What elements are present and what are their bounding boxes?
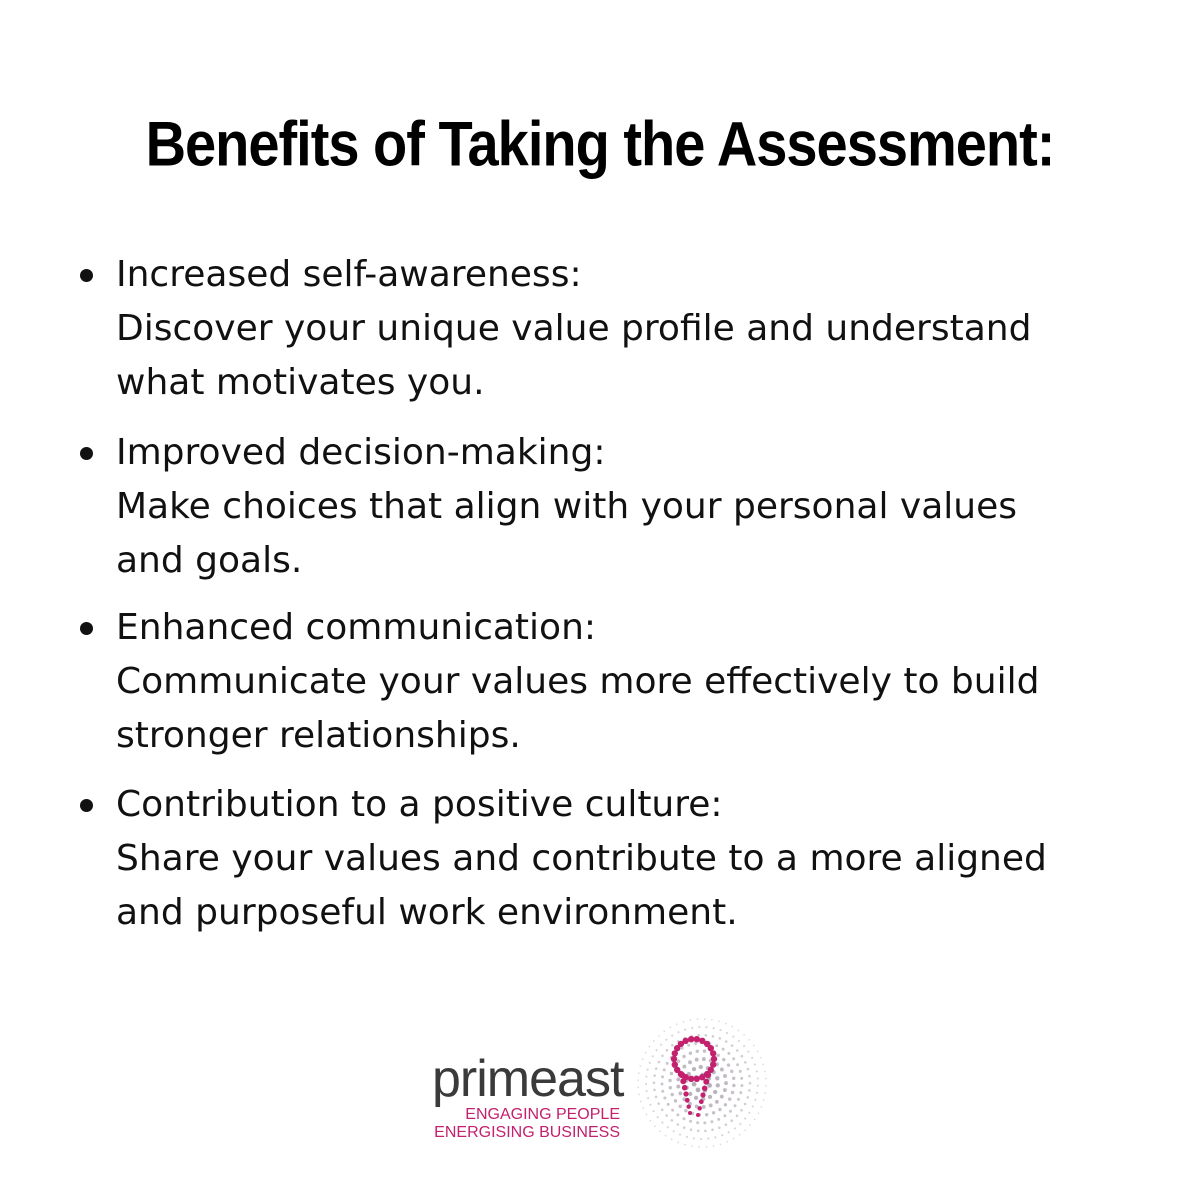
logo-dot	[712, 1035, 715, 1038]
logo-dot	[689, 1120, 692, 1123]
logo-dot	[646, 1090, 648, 1092]
logo-dot	[681, 1047, 684, 1050]
logo-dot	[695, 1058, 699, 1062]
logo-dot	[761, 1106, 763, 1108]
logo-pin-dot	[685, 1098, 690, 1103]
logo-dot	[691, 1145, 693, 1147]
logo-dot	[677, 1123, 680, 1126]
logo-dot	[637, 1087, 639, 1089]
bullet-icon	[80, 622, 93, 635]
logo-dot	[654, 1125, 656, 1127]
bullet-icon	[80, 799, 93, 812]
benefit-description: Communicate your values more effectively to build	[116, 661, 1040, 702]
logo-dot	[719, 1037, 722, 1040]
logo-dot	[713, 1027, 715, 1029]
logo-pin-dot	[702, 1086, 708, 1092]
bullet-icon	[80, 269, 93, 282]
logo-dot	[712, 1111, 715, 1114]
logo-dot	[743, 1045, 745, 1047]
logo-dot	[652, 1055, 654, 1057]
logo-dot	[668, 1079, 671, 1082]
logo-dot	[661, 1109, 664, 1112]
logo-dot	[731, 1044, 734, 1047]
logo-dot	[666, 1049, 669, 1052]
logo-dot	[732, 1077, 735, 1080]
logo-dot	[715, 1044, 718, 1047]
logo-dot	[764, 1092, 766, 1094]
logo-dot	[702, 1105, 706, 1109]
logo-dot	[639, 1065, 641, 1067]
logo-tagline: ENERGISING BUSINESS	[434, 1124, 620, 1141]
logo-dot	[686, 1136, 688, 1138]
logo-dot	[645, 1052, 647, 1054]
logo-dot	[649, 1120, 651, 1122]
logo-dot	[682, 1055, 685, 1058]
logo-dot	[710, 1120, 713, 1123]
logo-dot	[676, 1085, 680, 1089]
logo-dot	[726, 1141, 728, 1143]
benefit-heading: Improved decision-making:	[116, 432, 606, 473]
logo-dot	[661, 1055, 664, 1058]
logo-dot	[749, 1124, 751, 1126]
logo-dot	[730, 1070, 733, 1073]
logo-dot	[757, 1051, 759, 1053]
logo-dot	[709, 1103, 713, 1107]
logo-dot	[646, 1114, 648, 1116]
logo-dot	[723, 1074, 727, 1078]
logo-dot	[656, 1049, 658, 1051]
logo-dot	[702, 1057, 706, 1061]
list-item	[116, 601, 1116, 763]
logo-dot	[753, 1044, 755, 1046]
logo-dot	[679, 1134, 681, 1136]
logo-dot	[661, 1083, 664, 1086]
logo-dot	[741, 1055, 744, 1058]
logo-dot	[697, 1130, 700, 1133]
logo-pin-dot	[694, 1076, 700, 1082]
logo-dot	[714, 1136, 716, 1138]
logo-dot	[718, 1020, 720, 1022]
logo-dot	[692, 1082, 697, 1087]
logo-dot	[713, 1090, 717, 1094]
logo-dot	[655, 1067, 658, 1070]
logo-dot	[700, 1138, 702, 1140]
logo-dot	[747, 1068, 750, 1071]
logo-dot	[671, 1119, 674, 1122]
logo-dot	[683, 1021, 685, 1023]
logo-dot	[715, 1100, 719, 1104]
logo-dot	[645, 1076, 647, 1078]
logo-dot	[751, 1057, 753, 1059]
logo-dot	[739, 1123, 741, 1125]
logo-dot	[665, 1114, 668, 1117]
logo-dot	[740, 1084, 743, 1087]
logo-pin-dot	[672, 1061, 678, 1067]
logo-dot	[765, 1085, 767, 1087]
logo-dot	[740, 1109, 743, 1112]
logo-dot	[637, 1079, 639, 1081]
logo-dot	[754, 1063, 756, 1065]
logo-dot	[744, 1129, 746, 1131]
logo-dot	[727, 1063, 730, 1066]
logo-dot	[674, 1099, 677, 1102]
logo-dot	[706, 1146, 708, 1148]
logo-dot	[698, 1026, 700, 1028]
logo-dot	[747, 1096, 750, 1099]
logo-dot	[647, 1069, 649, 1071]
logo-dot	[653, 1110, 655, 1112]
logo-dot	[748, 1075, 751, 1078]
logo-dot	[723, 1114, 726, 1117]
logo-dot	[725, 1123, 728, 1126]
logo-dot	[754, 1099, 756, 1101]
logo-dot	[713, 1145, 715, 1147]
logo-dot	[703, 1121, 706, 1124]
logo-dot	[722, 1058, 725, 1061]
logo-pin-dot	[688, 1111, 692, 1115]
logo-dot	[670, 1093, 673, 1096]
benefit-description: Share your values and contribute to a more aligned	[116, 838, 1047, 879]
logo-dot	[697, 1034, 700, 1037]
logo-dot	[718, 1108, 721, 1111]
logo-dot	[737, 1098, 740, 1101]
logo-dot	[725, 1040, 728, 1043]
logo-pin-dot	[700, 1092, 705, 1097]
logo-dot	[642, 1058, 644, 1060]
list-item	[116, 248, 1116, 410]
logo-pin-dot	[671, 1056, 677, 1062]
logo-dot	[705, 1034, 708, 1037]
logo-dot	[730, 1119, 733, 1122]
logo-dot	[684, 1144, 686, 1146]
logo-tagline: ENGAGING PEOPLE	[465, 1106, 620, 1123]
logo-dot	[744, 1118, 746, 1120]
logo-dot	[754, 1119, 756, 1121]
logo-pin-dot	[699, 1099, 704, 1104]
logo-dot	[661, 1075, 664, 1078]
logo-dot	[734, 1127, 736, 1129]
logo-dot	[655, 1096, 658, 1099]
logo-dot	[694, 1096, 698, 1100]
logo-dot	[696, 1121, 699, 1124]
logo-dot	[697, 1018, 699, 1020]
logo-dot	[649, 1062, 651, 1064]
logo-dot	[677, 1031, 679, 1033]
logo-dot	[658, 1061, 661, 1064]
logo-dot	[748, 1039, 750, 1041]
benefit-heading: Increased self-awareness:	[116, 254, 582, 295]
logo-dot	[723, 1088, 727, 1092]
logo-dot	[673, 1130, 675, 1132]
logo-dot	[722, 1048, 725, 1051]
logo-dot	[645, 1083, 647, 1085]
logo-dot	[739, 1134, 741, 1136]
logo-dot	[667, 1126, 669, 1128]
logo-dot	[711, 1129, 714, 1132]
logo-pin-dot	[688, 1076, 694, 1082]
benefit-description: what motivates you.	[116, 362, 485, 403]
logo-dot	[744, 1061, 747, 1064]
logo-dot	[638, 1072, 640, 1074]
logo-pin-dot	[710, 1050, 716, 1056]
logo-dot	[725, 1023, 727, 1025]
logo-dot	[705, 1113, 708, 1116]
logo-dot	[665, 1135, 667, 1137]
logo-dot	[729, 1110, 732, 1113]
logo-dot	[670, 1072, 673, 1075]
logo-dot	[718, 1127, 721, 1130]
logo-dot	[671, 1109, 674, 1112]
logo-dot	[669, 1086, 672, 1089]
logo-dot	[724, 1081, 728, 1085]
logo-dot	[653, 1040, 655, 1042]
logo-dot	[719, 1029, 721, 1031]
logo-dot	[728, 1131, 730, 1133]
logo-dot	[678, 1105, 681, 1108]
logo-dot	[663, 1097, 666, 1100]
page-title: Benefits of Taking the Assessment:	[145, 108, 1055, 179]
logo-dot	[684, 1109, 687, 1112]
logo-dot	[661, 1090, 664, 1093]
benefit-heading: Enhanced communication:	[116, 607, 597, 648]
logo-dot	[731, 1091, 734, 1094]
logo-dot	[657, 1102, 660, 1105]
logo-dot	[696, 1050, 699, 1053]
logo-dot	[739, 1091, 742, 1094]
logo-pin-dot	[696, 1113, 700, 1117]
logo-dot	[715, 1076, 719, 1080]
logo-dot	[687, 1044, 690, 1047]
logo-dot	[661, 1122, 663, 1124]
logo-dot	[720, 1095, 724, 1099]
logo-dot	[757, 1085, 759, 1087]
logo-pin-dot	[679, 1072, 685, 1078]
logo-dot	[666, 1062, 669, 1065]
logo-dot	[688, 1060, 692, 1064]
logo-dot	[691, 1027, 693, 1029]
logo-dot	[733, 1138, 735, 1140]
logo-dot	[676, 1113, 679, 1116]
logo-dot	[676, 1077, 680, 1081]
logo-dot	[671, 1139, 673, 1141]
logo-dot	[660, 1044, 662, 1046]
logo-dot	[736, 1063, 739, 1066]
logo-pin-dot	[680, 1078, 686, 1084]
logo-dot	[688, 1092, 692, 1096]
logo-dot	[764, 1071, 766, 1073]
logo-dot	[694, 1042, 697, 1045]
logo-dot	[739, 1070, 742, 1073]
logo-dot	[698, 1146, 700, 1148]
logo-dot	[663, 1068, 666, 1071]
list-item	[116, 778, 1116, 940]
logo-dot	[736, 1049, 739, 1052]
logo-dot	[665, 1039, 667, 1041]
logo-dot	[765, 1078, 767, 1080]
benefit-heading: Contribution to a positive culture:	[116, 784, 723, 825]
logo-dot	[748, 1089, 751, 1092]
logo-dot	[734, 1104, 737, 1107]
logo-dot	[690, 1128, 693, 1131]
logo-dot	[640, 1101, 642, 1103]
logo-dot	[683, 1126, 686, 1129]
logo-dot	[738, 1040, 740, 1042]
logo-dot	[677, 1059, 680, 1062]
logo-pin-dot	[698, 1106, 702, 1110]
logo-dot	[667, 1103, 670, 1106]
logo-dot	[752, 1105, 754, 1107]
logo-dot	[699, 1065, 703, 1069]
benefit-description: and goals.	[116, 540, 303, 581]
logo-dot	[748, 1112, 750, 1114]
logo-dot	[671, 1044, 674, 1047]
logo-dot	[749, 1082, 752, 1085]
primeast-logo	[420, 1005, 780, 1185]
logo-dot	[743, 1034, 745, 1036]
logo-dot	[716, 1054, 719, 1057]
logo-dot	[760, 1057, 762, 1059]
logo-dot	[658, 1035, 660, 1037]
logo-dot	[704, 1130, 707, 1133]
logo-dot	[747, 1051, 749, 1053]
benefit-description: Discover your unique value profile and understand	[116, 308, 1032, 349]
logo-dot	[649, 1104, 651, 1106]
logo-dot	[671, 1035, 673, 1037]
logo-dot	[690, 1019, 692, 1021]
logo-pin-dot	[694, 1036, 700, 1042]
logo-dot	[692, 1067, 696, 1071]
logo-dot	[649, 1046, 651, 1048]
logo-pin-dot	[688, 1036, 694, 1042]
logo-pin-dot	[683, 1038, 689, 1044]
logo-dot	[653, 1089, 656, 1092]
logo-dot	[756, 1070, 758, 1072]
logo-dot	[732, 1057, 735, 1060]
logo-dot	[728, 1097, 731, 1100]
logo-dot	[740, 1077, 743, 1080]
logo-pin-dot	[682, 1085, 688, 1091]
logo-pin-dot	[711, 1056, 717, 1062]
benefit-description: and purposeful work environment.	[116, 892, 738, 933]
logo-dot	[708, 1095, 712, 1099]
logo-dot	[727, 1052, 730, 1055]
logo-pin-dot	[687, 1105, 691, 1109]
logo-dot	[677, 1142, 679, 1144]
logo-dot	[726, 1032, 728, 1034]
logo-dot	[731, 1026, 733, 1028]
logo-dot	[744, 1103, 747, 1106]
logo-dot	[757, 1077, 759, 1079]
logo-dot	[763, 1099, 765, 1101]
logo-dot	[738, 1030, 740, 1032]
logo-pin-dot	[703, 1079, 709, 1085]
logo-dot	[716, 1083, 720, 1087]
logo-dot	[638, 1094, 640, 1096]
logo-dot	[724, 1103, 727, 1106]
logo-dot	[703, 1049, 706, 1052]
logo-dot	[689, 1051, 692, 1054]
list-item	[116, 426, 1116, 588]
logo-wordmark: primeast	[432, 1050, 624, 1108]
logo-pin-dot	[705, 1072, 711, 1078]
logo-dot	[693, 1137, 695, 1139]
logo-pin-dot	[683, 1091, 688, 1096]
logo-dot	[659, 1130, 661, 1132]
logo-dot	[721, 1134, 723, 1136]
logo-dot	[704, 1018, 706, 1020]
logo-dot	[663, 1030, 665, 1032]
bullet-icon	[80, 447, 93, 460]
logo-dot	[720, 1143, 722, 1145]
logo-dot	[653, 1082, 656, 1085]
logo-dot	[736, 1115, 739, 1118]
logo-dot	[678, 1091, 682, 1095]
logo-dot	[717, 1118, 720, 1121]
logo-dot	[762, 1064, 764, 1066]
logo-dot	[653, 1074, 656, 1077]
logo-dot	[711, 1019, 713, 1021]
logo-dot	[705, 1026, 707, 1028]
logo-dot	[756, 1092, 758, 1094]
logo-dot	[732, 1084, 735, 1087]
logo-dot	[682, 1065, 686, 1069]
logo-dot	[657, 1116, 659, 1118]
logo-dot	[676, 1023, 678, 1025]
logo-dot	[732, 1036, 734, 1038]
logo-dot	[720, 1068, 724, 1072]
logo-dot	[670, 1027, 672, 1029]
logo-dot	[684, 1029, 686, 1031]
logo-dot	[707, 1138, 709, 1140]
benefit-description: stronger relationships.	[116, 715, 521, 756]
logo-dot	[683, 1117, 686, 1120]
logo-dot	[642, 1107, 644, 1109]
logo-dot	[647, 1097, 649, 1099]
map-pin-dots-icon	[632, 1005, 772, 1175]
logo-dot	[758, 1112, 760, 1114]
logo-dot	[696, 1088, 701, 1093]
benefit-description: Make choices that align with your personal values	[116, 486, 1017, 527]
